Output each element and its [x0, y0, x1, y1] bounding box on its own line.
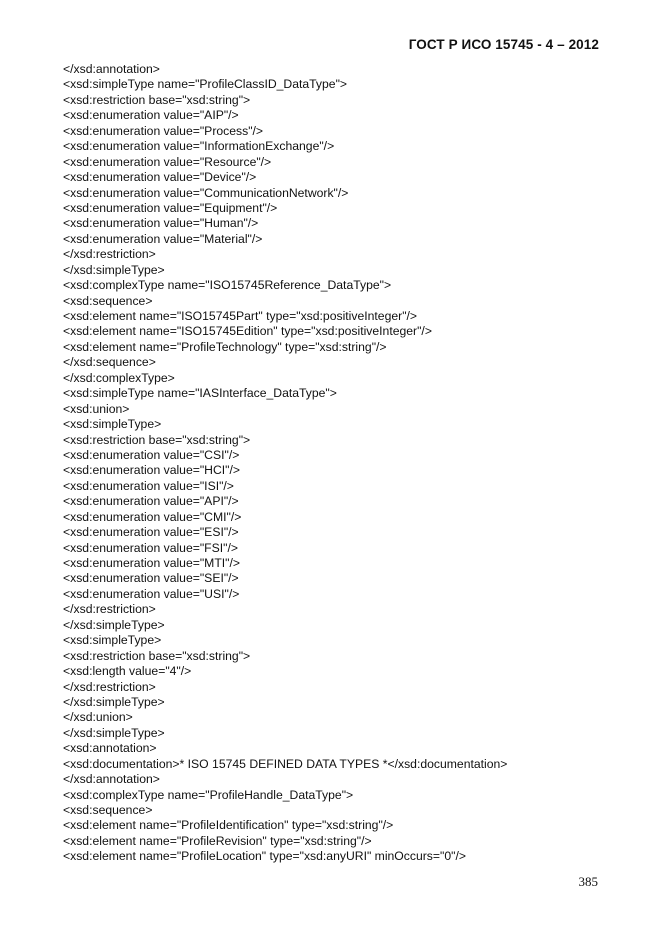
code-line: <xsd:enumeration value="Device"/>: [63, 170, 257, 185]
code-line: <xsd:enumeration value="Equipment"/>: [63, 200, 278, 215]
code-line: <xsd:union>: [63, 401, 130, 416]
code-line: </xsd:restriction>: [63, 602, 156, 617]
code-line: <xsd:simpleType>: [63, 633, 162, 648]
code-line: <xsd:element name="ISO15745Part" type="xsd:positiveInteger"/>: [63, 309, 418, 323]
code-line: <xsd:sequence>: [63, 293, 153, 308]
code-line: </xsd:simpleType>: [63, 694, 165, 709]
code-line: <xsd:enumeration value="API"/>: [63, 494, 239, 509]
code-line: <xsd:enumeration value="InformationExchange"/>: [63, 139, 335, 154]
code-line: </xsd:simpleType>: [63, 725, 165, 740]
code-line: <xsd:restriction base="xsd:string">: [63, 432, 251, 447]
code-line: <xsd:sequence>: [63, 803, 153, 817]
code-line: <xsd:enumeration value="Human"/>: [63, 216, 259, 231]
code-line: </xsd:complexType>: [63, 370, 175, 385]
xml-schema-listing: [63, 62, 621, 865]
code-line: <xsd:simpleType name="IASInterface_DataType">: [63, 386, 337, 401]
code-line: <xsd:annotation>: [63, 741, 157, 756]
code-line: <xsd:element name="ProfileTechnology" type="xsd:string"/>: [63, 339, 387, 354]
code-line: <xsd:enumeration value="ISI"/>: [63, 478, 234, 493]
code-line: </xsd:annotation>: [63, 62, 160, 76]
code-line: <xsd:enumeration value="Process"/>: [63, 123, 264, 138]
code-line: <xsd:element name="ProfileLocation" type="xsd:anyURI" minOccurs="0"/>: [63, 849, 466, 864]
code-line: <xsd:enumeration value="ESI"/>: [63, 525, 239, 540]
code-line: <xsd:enumeration value="AIP"/>: [63, 108, 239, 123]
code-line: <xsd:enumeration value="Material"/>: [63, 231, 263, 246]
code-line: <xsd:enumeration value="SEI"/>: [63, 571, 239, 586]
code-line: <xsd:complexType name="ISO15745Reference_DataType">: [63, 278, 392, 293]
code-line: </xsd:annotation>: [63, 772, 160, 787]
code-line: <xsd:documentation>* ISO 15745 DEFINED DATA TYPES *</xsd:documentation>: [63, 756, 508, 771]
code-line: <xsd:enumeration value="USI"/>: [63, 586, 240, 601]
code-line: <xsd:enumeration value="HCI"/>: [63, 463, 241, 478]
code-line: <xsd:length value="4"/>: [63, 664, 192, 679]
code-line: <xsd:restriction base="xsd:string">: [63, 92, 251, 107]
code-line: <xsd:enumeration value="FSI"/>: [63, 540, 238, 555]
code-line: <xsd:element name="ISO15745Edition" type="xsd:positiveInteger"/>: [63, 324, 432, 339]
code-line: <xsd:enumeration value="CSI"/>: [63, 447, 240, 462]
code-line: </xsd:restriction>: [63, 247, 156, 262]
code-line: </xsd:union>: [63, 710, 133, 725]
code-line: </xsd:sequence>: [63, 355, 156, 370]
code-line: <xsd:enumeration value="CMI"/>: [63, 509, 242, 524]
code-line: <xsd:complexType name="ProfileHandle_DataType">: [63, 787, 354, 802]
code-line: <xsd:restriction base="xsd:string">: [63, 648, 251, 663]
code-line: <xsd:enumeration value="CommunicationNetwork"/>: [63, 185, 349, 200]
code-line: <xsd:enumeration value="Resource"/>: [63, 154, 272, 169]
code-line: <xsd:simpleType>: [63, 417, 162, 432]
code-line: </xsd:simpleType>: [63, 262, 165, 277]
code-line: <xsd:simpleType name="ProfileClassID_DataType">: [63, 77, 348, 92]
code-line: </xsd:restriction>: [63, 679, 156, 694]
code-line: </xsd:simpleType>: [63, 617, 165, 632]
code-line: <xsd:element name="ProfileRevision" type="xsd:string"/>: [63, 833, 372, 848]
page-number: 385: [578, 874, 598, 889]
code-line: <xsd:enumeration value="MTI"/>: [63, 556, 240, 570]
code-line: <xsd:element name="ProfileIdentification" type="xsd:string"/>: [63, 818, 394, 833]
document-header: ГОСТ Р ИСО 15745 - 4 – 2012: [408, 37, 599, 52]
